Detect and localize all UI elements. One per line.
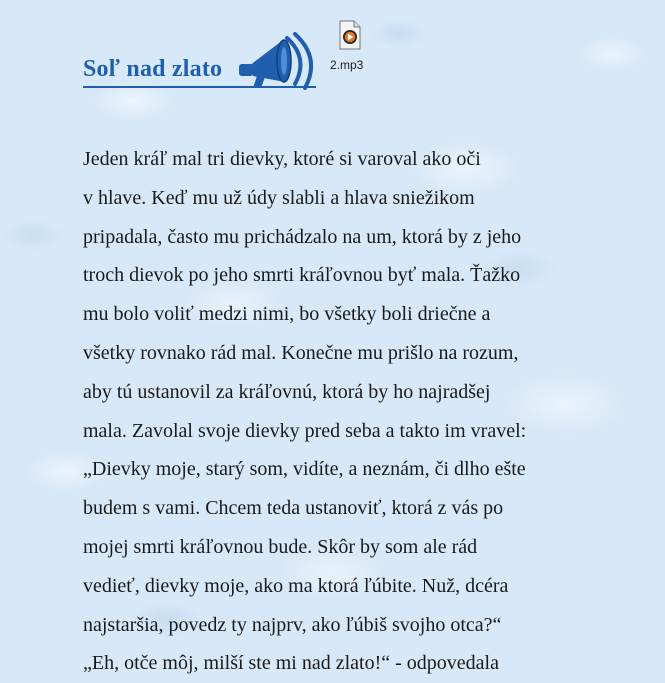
story-text	[83, 140, 603, 683]
text-line: mala. Zavolal svoje dievky pred seba a takto im vravel:	[83, 419, 527, 442]
text-line: troch dievok po jeho smrti kráľovnou byť mala. Ťažko	[83, 264, 521, 287]
text-line: mojej smrti kráľovnou bude. Skôr by som ale rád	[83, 535, 478, 558]
text-line: mu bolo voliť medzi nimi, bo všetky boli driečne a	[83, 303, 491, 326]
attachment-filename: 2.mp3	[330, 58, 364, 72]
title-block	[83, 32, 319, 90]
text-line: aby tú ustanovil za kráľovnú, ktorá by ho najradšej	[83, 380, 491, 403]
media-file-icon	[339, 20, 361, 50]
attachment-mp3[interactable]	[330, 20, 374, 76]
text-line: „Dievky moje, starý som, vidíte, a neznám, či dlho ešte	[83, 458, 526, 481]
text-line: najstaršia, povedz ty najprv, ako ľúbiš svojho otca?“	[83, 613, 502, 636]
text-line: budem s vami. Chcem teda ustanoviť, ktorá z vás po	[83, 497, 504, 520]
text-line: „Eh, otče môj, milší ste mi nad zlato!“ - odpovedala	[83, 652, 499, 675]
text-line: všetky rovnako rád mal. Konečne mu prišlo na rozum,	[83, 341, 519, 364]
text-line: pripadala, často mu prichádzalo na um, ktorá by z jeho	[83, 225, 522, 248]
megaphone-icon	[235, 32, 319, 90]
page-title: Soľ nad zlato	[83, 56, 223, 82]
text-line: v hlave. Keď mu už údy slabli a hlava sniežikom	[83, 186, 475, 209]
text-line: Jeden kráľ mal tri dievky, ktoré si varoval ako oči	[83, 148, 481, 170]
text-line: vedieť, dievky moje, ako ma ktorá ľúbite. Nuž, dcéra	[83, 574, 509, 597]
